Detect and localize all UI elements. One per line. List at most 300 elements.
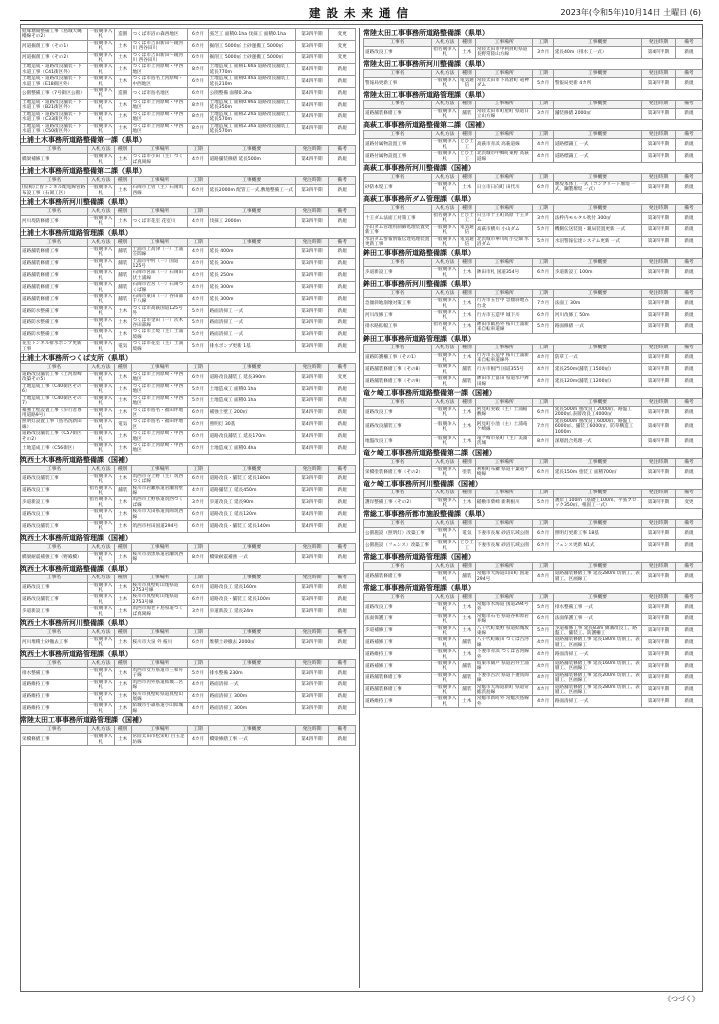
column-header: 工事場所	[475, 69, 533, 77]
table-cell: 一般競争入札	[89, 282, 113, 293]
table-cell: 6カ月	[188, 76, 208, 88]
table-cell: 道路標識工 一式	[553, 139, 641, 151]
table-cell: 日立市十王町高原 十王ダム	[475, 212, 533, 224]
column-header: 発注時期	[641, 593, 675, 601]
table-cell: 変更	[329, 52, 356, 64]
table-cell: 鉾田市飯島外 桜川土浦新来自転車道線	[475, 321, 533, 333]
left-column	[20, 28, 356, 746]
table-cell: 5カ月	[188, 317, 208, 329]
column-header: 種別	[458, 69, 475, 77]
column-header: 発注時期	[295, 659, 329, 667]
table-cell: 一般競争入札	[89, 111, 113, 123]
table-cell: 土木	[114, 606, 131, 618]
column-header: 入札方法	[431, 100, 458, 108]
table-cell: 河川改修工事	[364, 309, 432, 321]
table-cell: 道路補修工事	[364, 637, 432, 649]
table-cell: 一般競争入札	[431, 418, 458, 435]
table-cell: 路面清掃工 一式	[208, 329, 295, 341]
column-header: 発注時期	[641, 458, 675, 466]
column-header: 発注時期	[641, 174, 675, 182]
table-cell: 一般競争入札	[89, 521, 113, 532]
table-cell: 一般競争入札	[89, 185, 113, 196]
column-header: 工事場所	[475, 563, 533, 571]
column-header: 工期	[533, 69, 553, 77]
table-cell: 歩道新設工事	[21, 606, 88, 618]
table-cell: 5カ月	[188, 667, 208, 679]
table-cell: とび土工	[459, 151, 474, 162]
table-row	[21, 123, 356, 135]
table-cell: 6カ月	[533, 309, 553, 321]
column-header: 発注時期	[641, 131, 675, 139]
table-cell: 土地造成工 面積0.1ha	[208, 395, 295, 407]
table-cell: 土木	[114, 99, 131, 111]
table-cell: 排水路拡幅工事	[364, 321, 432, 333]
column-header: 発注時期	[295, 238, 329, 246]
column-header: 備考	[675, 131, 702, 139]
table-cell: 新規	[329, 305, 356, 317]
table-cell: 一般競争入札	[431, 236, 458, 248]
table-cell: 4カ月	[188, 691, 208, 703]
column-header: 工事場所	[475, 131, 533, 139]
table-cell: 7カ月	[533, 418, 553, 435]
table-cell: 一般競争入札	[89, 679, 113, 691]
table-cell: 第3四半期	[295, 258, 329, 270]
bid-table	[363, 458, 703, 479]
table-cell: 一般競争入札	[89, 215, 113, 227]
table-cell: 新規	[675, 212, 702, 224]
table-cell: 一般競争入札	[89, 258, 113, 269]
table-cell: 新規	[329, 637, 356, 649]
table-cell: 鉾田市上富田 県道水戸鉾田線	[475, 376, 533, 388]
table-cell: 延長 300m	[208, 294, 295, 306]
column-header: 発注時期	[295, 726, 329, 734]
column-header: 発注時期	[641, 259, 675, 267]
column-header: 工期	[188, 659, 208, 667]
table-row	[364, 364, 703, 376]
table-cell: 下妻市赤浜 つくば古河線外	[475, 649, 533, 661]
table-cell: 舗装修繕 2000㎡	[553, 108, 641, 120]
table-cell: 道路維持工事	[364, 649, 432, 661]
table-cell: 第3四半期	[295, 305, 329, 317]
table-cell: 行方市玉造甲 桜川土浦新来自転車道線外	[475, 352, 533, 364]
table-cell: 掘削工 5000㎥ 土砂運搬工 5000㎥	[208, 52, 295, 64]
table-cell: 変更	[675, 497, 702, 509]
table-cell: 新規	[329, 407, 356, 419]
table-cell: 6カ月	[533, 407, 553, 419]
column-header: 入札方法	[88, 146, 115, 154]
table-cell: 張芝工 面積0.1ha 伐採工 面積0.1ha	[208, 29, 295, 41]
column-header: 工期	[533, 174, 553, 182]
table-cell: 道路舗装修繕工事	[21, 294, 88, 306]
table-cell: 土木	[114, 40, 131, 52]
table-cell: 5カ月	[188, 395, 208, 407]
column-header: 工事概要	[553, 131, 641, 139]
column-header: 工期	[533, 259, 553, 267]
table-cell: 一般競争入札	[431, 224, 458, 236]
table-cell: 一般競争入札	[431, 625, 458, 637]
right-column	[363, 28, 703, 708]
table-row	[364, 466, 703, 478]
column-header: 工事場所	[131, 659, 188, 667]
table-cell: 新規	[329, 395, 356, 407]
table-cell: 3カ月	[188, 497, 208, 509]
table-row	[21, 679, 356, 691]
column-header: 備考	[675, 39, 702, 47]
table-header-row	[364, 520, 703, 528]
table-cell: 指名競争入札	[431, 321, 458, 333]
column-header: 入札方法	[431, 458, 458, 466]
table-row	[364, 672, 703, 684]
table-row	[364, 182, 703, 194]
table-cell: 経塚塘開整備工事（島城大縄櫓線その2）	[21, 29, 88, 41]
table-cell: 8カ月	[533, 436, 553, 448]
table-cell: 第3四半期	[295, 372, 329, 384]
table-row	[364, 407, 703, 419]
table-cell: つくば市上河原崎・中西地区	[131, 383, 188, 395]
table-cell: 路面清掃 一式	[208, 679, 295, 691]
table-cell: 土木	[114, 594, 131, 606]
table-cell: 道路改良・舗装工 延長180m	[208, 473, 295, 485]
table-cell: 土木	[458, 601, 475, 613]
table-row	[364, 684, 703, 696]
table-cell: 水沼ダム警報情報伝達処理装置更新工事	[365, 236, 430, 247]
table-cell: 第3四半期	[641, 236, 675, 248]
table-cell: 第3四半期	[295, 594, 329, 606]
bid-table	[363, 258, 703, 279]
table-cell: 第3四半期	[295, 473, 329, 485]
table-row	[21, 317, 356, 329]
column-header: 発注時期	[295, 146, 329, 154]
table-cell: 土木	[458, 436, 475, 448]
table-cell: 第3四半期	[295, 341, 329, 353]
table-cell: 一般競争入札	[89, 594, 113, 605]
table-cell: 5カ月	[533, 321, 553, 333]
table-cell: 下妻市古沢 県道下妻真岡線	[475, 672, 533, 684]
table-cell: 橋梁補修工事	[21, 154, 88, 166]
column-header: 工事概要	[208, 629, 295, 637]
table-cell: 第3四半期	[641, 376, 675, 388]
column-header: 工事名	[21, 543, 88, 551]
table-cell: 変更	[329, 40, 356, 52]
table-row	[364, 660, 703, 672]
column-header: 工事概要	[208, 146, 295, 154]
table-cell: 八千代町粟野 県道結城坂東線	[475, 625, 533, 637]
column-header: 工期	[533, 489, 553, 497]
column-header: 工期	[533, 100, 553, 108]
table-row	[364, 321, 703, 333]
table-cell: 舗装	[458, 660, 475, 672]
table-cell: 8カ月	[188, 551, 208, 563]
column-header: 工事名	[364, 593, 432, 601]
table-cell: 土木	[458, 309, 475, 321]
table-cell: 道路舗装修繕工事	[21, 258, 88, 270]
column-header: 発注時期	[641, 69, 675, 77]
table-cell: 第3四半期	[295, 29, 329, 41]
table-cell: 延長600m 重改良工6000㎡、路盤工6000㎡、舗装工6000㎡、防草構造工1000m	[553, 418, 641, 435]
section-title: 筑西土木事務所道路整備課（国補）	[20, 455, 132, 464]
column-header: 工事名	[21, 629, 88, 637]
table-cell: 第4四半期	[295, 407, 329, 419]
table-cell: 第3四半期	[641, 352, 675, 364]
table-cell: 一般競争入札	[89, 76, 113, 87]
table-cell: 道路舗装修繕工事 延長200m 切削工、表層工、区画線工	[554, 672, 640, 684]
table-cell: 土木	[114, 442, 131, 454]
column-header: 入札方法	[88, 659, 115, 667]
table-cell: 法枠内モルタル吹付 300㎡	[553, 212, 641, 224]
table-cell: 土木	[114, 667, 131, 679]
table-cell: 桜川市真壁町県道真壁山尾線	[131, 691, 188, 703]
bid-table	[20, 176, 356, 197]
table-cell: つくば市上河原崎・中西地区	[131, 64, 188, 76]
bid-table	[20, 28, 356, 135]
table-cell: 新規	[329, 509, 356, 521]
table-cell: 一般競争入札	[431, 613, 458, 625]
table-cell: 4カ月	[533, 696, 553, 708]
table-cell: 8カ月	[188, 99, 208, 111]
column-header: 備考	[675, 344, 702, 352]
table-cell: 舗装	[458, 684, 475, 696]
column-header: 工事概要	[553, 204, 641, 212]
table-cell: 石岡市宮部（一）石岡田伏土浦線	[131, 270, 188, 282]
table-cell: 行方市根門 国道355号	[475, 364, 533, 376]
table-cell: 土木	[114, 679, 131, 691]
table-cell: 道路改良工 延長120m	[208, 509, 295, 521]
table-cell: 電気	[458, 528, 475, 540]
table-cell: 道路補修工事	[364, 660, 432, 672]
table-cell: 新規	[675, 696, 702, 708]
table-cell: 一般競争入札	[89, 606, 113, 617]
table-row	[364, 436, 703, 448]
table-row	[21, 215, 356, 227]
table-cell: 舗装	[114, 270, 131, 282]
column-header: 工事場所	[131, 146, 188, 154]
table-cell: 第3四半期	[641, 649, 675, 661]
column-header: 工期	[533, 131, 553, 139]
table-cell: 6カ月	[188, 372, 208, 384]
table-cell: 一般競争入札	[431, 660, 458, 672]
column-header: 工期	[533, 520, 553, 528]
table-cell: 道路舗装工 延長450m	[208, 485, 295, 497]
table-cell: 阿見町小池（主）土浦竜ケ崎線	[475, 418, 533, 435]
bid-table	[20, 207, 356, 228]
bid-table	[20, 628, 356, 649]
table-cell: 新規	[675, 364, 702, 376]
table-cell: 一般競争入札	[431, 298, 458, 310]
column-header: 工事名	[21, 207, 88, 215]
table-cell: 延長 400m	[208, 246, 295, 258]
column-header: 種別	[458, 563, 475, 571]
column-header: 入札方法	[88, 207, 115, 215]
column-header: 工事概要	[553, 259, 641, 267]
table-cell: 一般競争入札	[89, 246, 113, 258]
column-header: 備考	[675, 100, 702, 108]
table-cell: 土木	[114, 551, 131, 563]
column-header: 工期	[533, 563, 553, 571]
column-header: 工事概要	[553, 458, 641, 466]
column-header: 発注時期	[641, 290, 675, 298]
table-cell: 新規	[329, 419, 356, 431]
table-cell: 土木	[458, 649, 475, 661]
bid-table	[20, 659, 356, 715]
table-cell: 土木	[114, 582, 131, 594]
column-header: 工期	[533, 290, 553, 298]
table-cell: 4カ月	[533, 364, 553, 376]
table-cell: 6カ月	[188, 185, 208, 197]
column-header: 種別	[114, 574, 131, 582]
table-cell: 八千代町飯田 つくば古河線	[475, 637, 533, 649]
table-cell: 6カ月	[188, 637, 208, 649]
table-row	[21, 29, 356, 41]
section-title: 常陸太田工事事務所道路整備課（県単）	[363, 29, 489, 37]
table-cell: 4カ月	[533, 672, 553, 684]
table-cell: 一般競争入札	[89, 383, 113, 395]
table-cell: 桜川市真壁町山尾県道2753号線	[131, 582, 188, 594]
table-cell: 延長2000m 配管工一式,敷地整備工一式	[208, 185, 295, 197]
column-header: 工事名	[21, 146, 88, 154]
table-row	[364, 139, 703, 151]
table-cell: 新規	[675, 309, 702, 321]
column-header: 発注時期	[295, 543, 329, 551]
table-cell: 深層混合処理一式	[553, 436, 641, 448]
table-cell: 土地造成・道路改良舗装・下水道工事（E18街区外）	[21, 76, 88, 88]
table-cell: 新規	[675, 540, 702, 552]
table-cell: 土地造成工 面積0.9ha 道路改良舗装工 延長350m	[208, 99, 295, 111]
table-cell: 一般競争入札	[431, 364, 458, 376]
table-cell: 新規	[675, 182, 702, 194]
column-header: 入札方法	[431, 131, 458, 139]
table-cell: 一般競争入札	[89, 99, 113, 111]
section-title: 土浦土木事務所河川整備課（県単）	[20, 197, 132, 206]
column-header: 工事場所	[475, 520, 533, 528]
table-cell: 延長150m 塗装工 面積700㎡	[553, 466, 641, 478]
table-cell: 5カ月	[533, 77, 553, 89]
column-header: 工期	[533, 39, 553, 47]
table-cell: 舗装	[114, 294, 131, 306]
table-row	[21, 246, 356, 258]
column-header: 備考	[675, 204, 702, 212]
column-header: 備考	[675, 174, 702, 182]
section-title: 常陸太田工事事務所道路管理課（県単）	[363, 90, 489, 99]
column-header: 種別	[114, 207, 131, 215]
table-cell: 土木	[114, 383, 131, 395]
table-cell: 土地造成工 面積0.1ha	[208, 383, 295, 395]
table-cell: (仮称)上曽トンネル配電線管路布設工事（石岡工区）	[21, 185, 88, 197]
table-cell: 新規	[329, 442, 356, 454]
table-row	[21, 372, 356, 384]
section-title: 鉾田工事事務所道路整備課（県単）	[363, 249, 475, 258]
table-header-row	[21, 726, 356, 734]
table-cell: 第3四半期	[295, 282, 329, 294]
table-cell: つくば市上河原崎・中西地区	[131, 111, 188, 123]
table-cell: 一般競争入札	[89, 637, 113, 648]
table-cell: 排水整備 230m	[208, 667, 295, 679]
table-cell: 第4四半期	[295, 521, 329, 533]
column-header: 種別	[458, 458, 475, 466]
table-cell: 堆積土砂撤去 2000㎥	[208, 637, 295, 649]
table-cell: 道路改良工事	[364, 407, 432, 419]
table-cell: 一般競争入札	[89, 123, 113, 134]
section-title: 土浦土木事務所道路整備第二課（県単）	[20, 167, 146, 176]
table-cell: 新規	[329, 246, 356, 258]
table-cell: 一般競争入札	[431, 497, 458, 509]
table-cell: 一般競争入札	[431, 672, 458, 684]
table-cell: 第3四半期	[641, 267, 675, 279]
table-cell: 道路改良舗装工事	[364, 418, 432, 435]
table-row	[364, 613, 703, 625]
table-cell: 一般競争入札	[89, 317, 113, 329]
table-cell: 新規	[329, 734, 356, 746]
table-cell: 第3四半期	[295, 703, 329, 715]
column-header: 種別	[458, 399, 475, 407]
column-header: 種別	[114, 364, 131, 372]
table-cell: 高萩市横川 小山ダム	[475, 224, 533, 236]
table-cell: 第3四半期	[295, 606, 329, 618]
column-header: 備考	[675, 458, 702, 466]
table-cell: 栄橋塗装修繕工事（その2）	[364, 466, 432, 478]
table-cell: 4カ月	[533, 139, 553, 151]
table-cell: 3カ月	[188, 606, 208, 618]
table-header-row	[21, 364, 356, 372]
table-cell: 一般競争入札	[89, 734, 113, 745]
table-cell: 照明灯設置工事（島名洗新田線）	[21, 419, 88, 431]
table-cell: 道路改良舗装工 延長170m	[208, 431, 295, 443]
table-cell: 新規	[329, 76, 356, 88]
table-cell: 土浦市中村（一）国道125号	[131, 258, 188, 270]
column-header: 工期	[188, 543, 208, 551]
table-row	[364, 236, 703, 248]
table-row	[364, 497, 703, 509]
table-header-row	[364, 100, 703, 108]
table-cell: 4カ月	[188, 294, 208, 306]
column-header: 発注時期	[295, 629, 329, 637]
table-cell: 土木	[114, 372, 131, 384]
column-header: 工事名	[364, 100, 432, 108]
table-cell: 新規	[329, 551, 356, 563]
table-cell: 第3四半期	[295, 667, 329, 679]
table-cell: 土地造成工事（C56街区）	[21, 442, 88, 454]
table-cell: 3カ月	[533, 108, 553, 120]
table-row	[364, 224, 703, 236]
table-cell: 新規	[329, 88, 356, 100]
table-cell: 一般競争入札	[431, 182, 458, 194]
table-cell: 第3四半期	[295, 294, 329, 306]
table-cell: 地盤改良工事	[364, 436, 432, 448]
table-cell: 新規	[329, 431, 356, 443]
column-header: 入札方法	[431, 290, 458, 298]
bid-table	[20, 465, 356, 533]
table-cell: 排水整備工事 一式	[553, 601, 641, 613]
table-cell: 結城市小森県道小山結城線	[131, 703, 188, 715]
table-row	[21, 64, 356, 76]
table-cell: 一般競争入札	[89, 442, 113, 454]
column-header: 発注時期	[641, 100, 675, 108]
table-cell: 公園整備 面積0.3ha	[208, 88, 295, 100]
table-cell: 土地造成工 面積2.3ha 道路改良舗装工 延長570m	[208, 123, 295, 135]
column-header: 備考	[329, 629, 356, 637]
table-cell: 土木	[114, 703, 131, 715]
column-header: 入札方法	[88, 629, 115, 637]
table-cell: 法面工 30m	[553, 298, 641, 310]
table-cell: 土木	[114, 497, 131, 509]
column-header: 種別	[114, 543, 131, 551]
column-header: 工事概要	[553, 399, 641, 407]
section-title: 常総工事事務所道路管理課（県単）	[363, 583, 475, 592]
table-cell: 一般競争入札	[431, 528, 458, 540]
table-cell: 常総市石毛 県道谷和原岩井線	[475, 613, 533, 625]
table-cell: 道路防水整備工事	[21, 329, 88, 341]
column-header: 工事概要	[553, 69, 641, 77]
table-cell: 下妻市長塚 砂沼広域公園	[475, 540, 533, 552]
